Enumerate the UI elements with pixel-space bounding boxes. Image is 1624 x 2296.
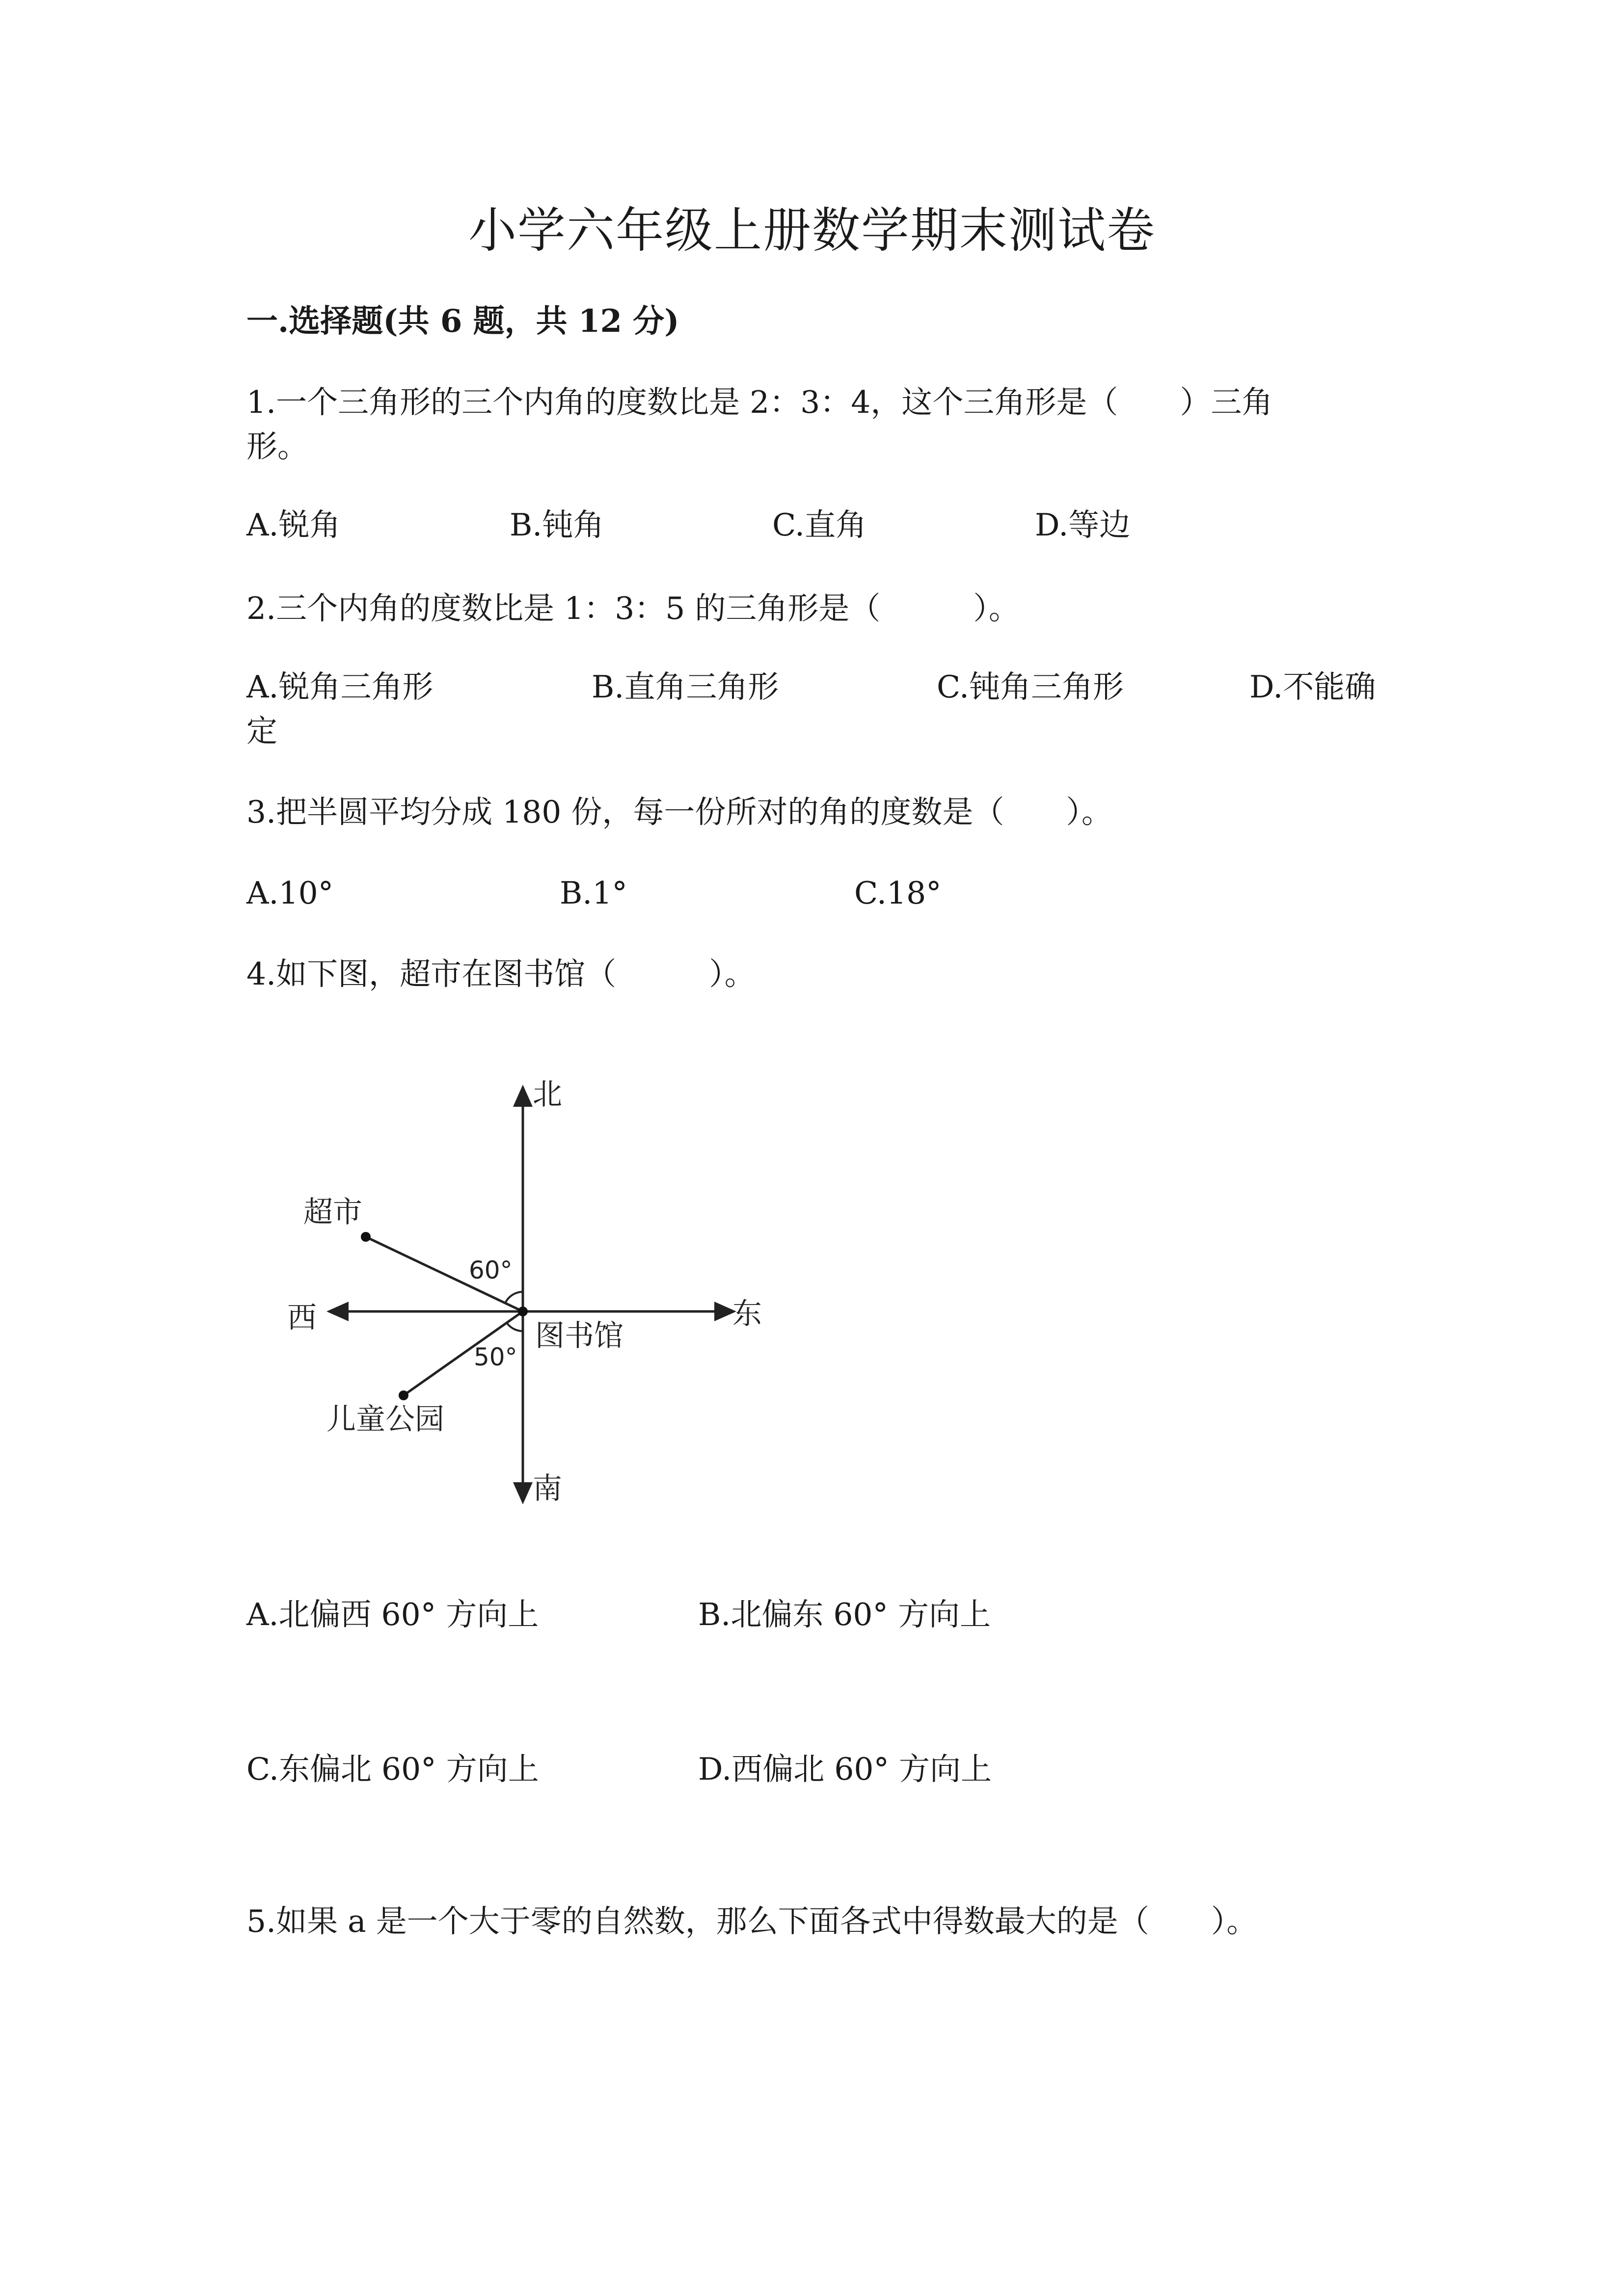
q2-option-d[interactable]: D.不能确 (1249, 669, 1376, 705)
q1-option-b[interactable]: B.钝角 (510, 507, 604, 543)
south-label: 南 (533, 1471, 562, 1506)
west-label: 西 (287, 1301, 317, 1335)
q4-option-d[interactable]: D.西偏北 60° 方向上 (698, 1751, 992, 1787)
park-label: 儿童公园 (326, 1402, 444, 1437)
q4-option-a[interactable]: A.北偏西 60° 方向上 (246, 1597, 539, 1632)
angle-arc-60 (505, 1292, 523, 1303)
north-label: 北 (533, 1077, 562, 1112)
q2-option-d-wrap: 定 (246, 713, 277, 749)
q3-option-a[interactable]: A.10° (246, 875, 334, 911)
angle-arc-50 (507, 1323, 523, 1331)
q1-option-d[interactable]: D.等边 (1035, 507, 1131, 543)
q3-option-c[interactable]: C.18° (854, 875, 942, 911)
question-3: 3.把半圆平均分成 180 份，每一份所对的角的度数是（ ）。 (246, 794, 1112, 830)
question-4: 4.如下图，超市在图书馆（ ）。 (246, 956, 756, 992)
q4-option-c[interactable]: C.东偏北 60° 方向上 (246, 1751, 539, 1787)
q4-option-b[interactable]: B.北偏东 60° 方向上 (698, 1597, 991, 1632)
angle-60-label: 60° (469, 1256, 513, 1284)
question-1-line1: 1.一个三角形的三个内角的度数比是 2：3：4，这个三角形是（ ）三角 (246, 384, 1273, 420)
angle-50-label: 50° (474, 1343, 517, 1371)
question-1-line2: 形。 (246, 428, 308, 464)
supermarket-point (361, 1232, 371, 1242)
q1-option-a[interactable]: A.锐角 (246, 507, 341, 543)
library-point (518, 1307, 528, 1316)
east-label: 东 (732, 1297, 762, 1331)
section-heading: 一.选择题(共 6 题，共 12 分) (246, 303, 679, 340)
page-title: 小学六年级上册数学期末测试卷 (468, 203, 1156, 259)
supermarket-label: 超市 (303, 1195, 362, 1229)
q1-option-c[interactable]: C.直角 (772, 507, 866, 543)
q2-option-c[interactable]: C.钝角三角形 (937, 669, 1124, 705)
q3-option-b[interactable]: B.1° (560, 875, 627, 911)
question-2: 2.三个内角的度数比是 1：3：5 的三角形是（ ）。 (246, 590, 1020, 626)
q2-option-b[interactable]: B.直角三角形 (592, 669, 779, 705)
q2-option-a[interactable]: A.锐角三角形 (246, 669, 433, 705)
library-label: 图书馆 (535, 1319, 623, 1353)
question-5: 5.如果 a 是一个大于零的自然数，那么下面各式中得数最大的是（ ）。 (246, 1903, 1258, 1939)
park-point (399, 1390, 408, 1400)
